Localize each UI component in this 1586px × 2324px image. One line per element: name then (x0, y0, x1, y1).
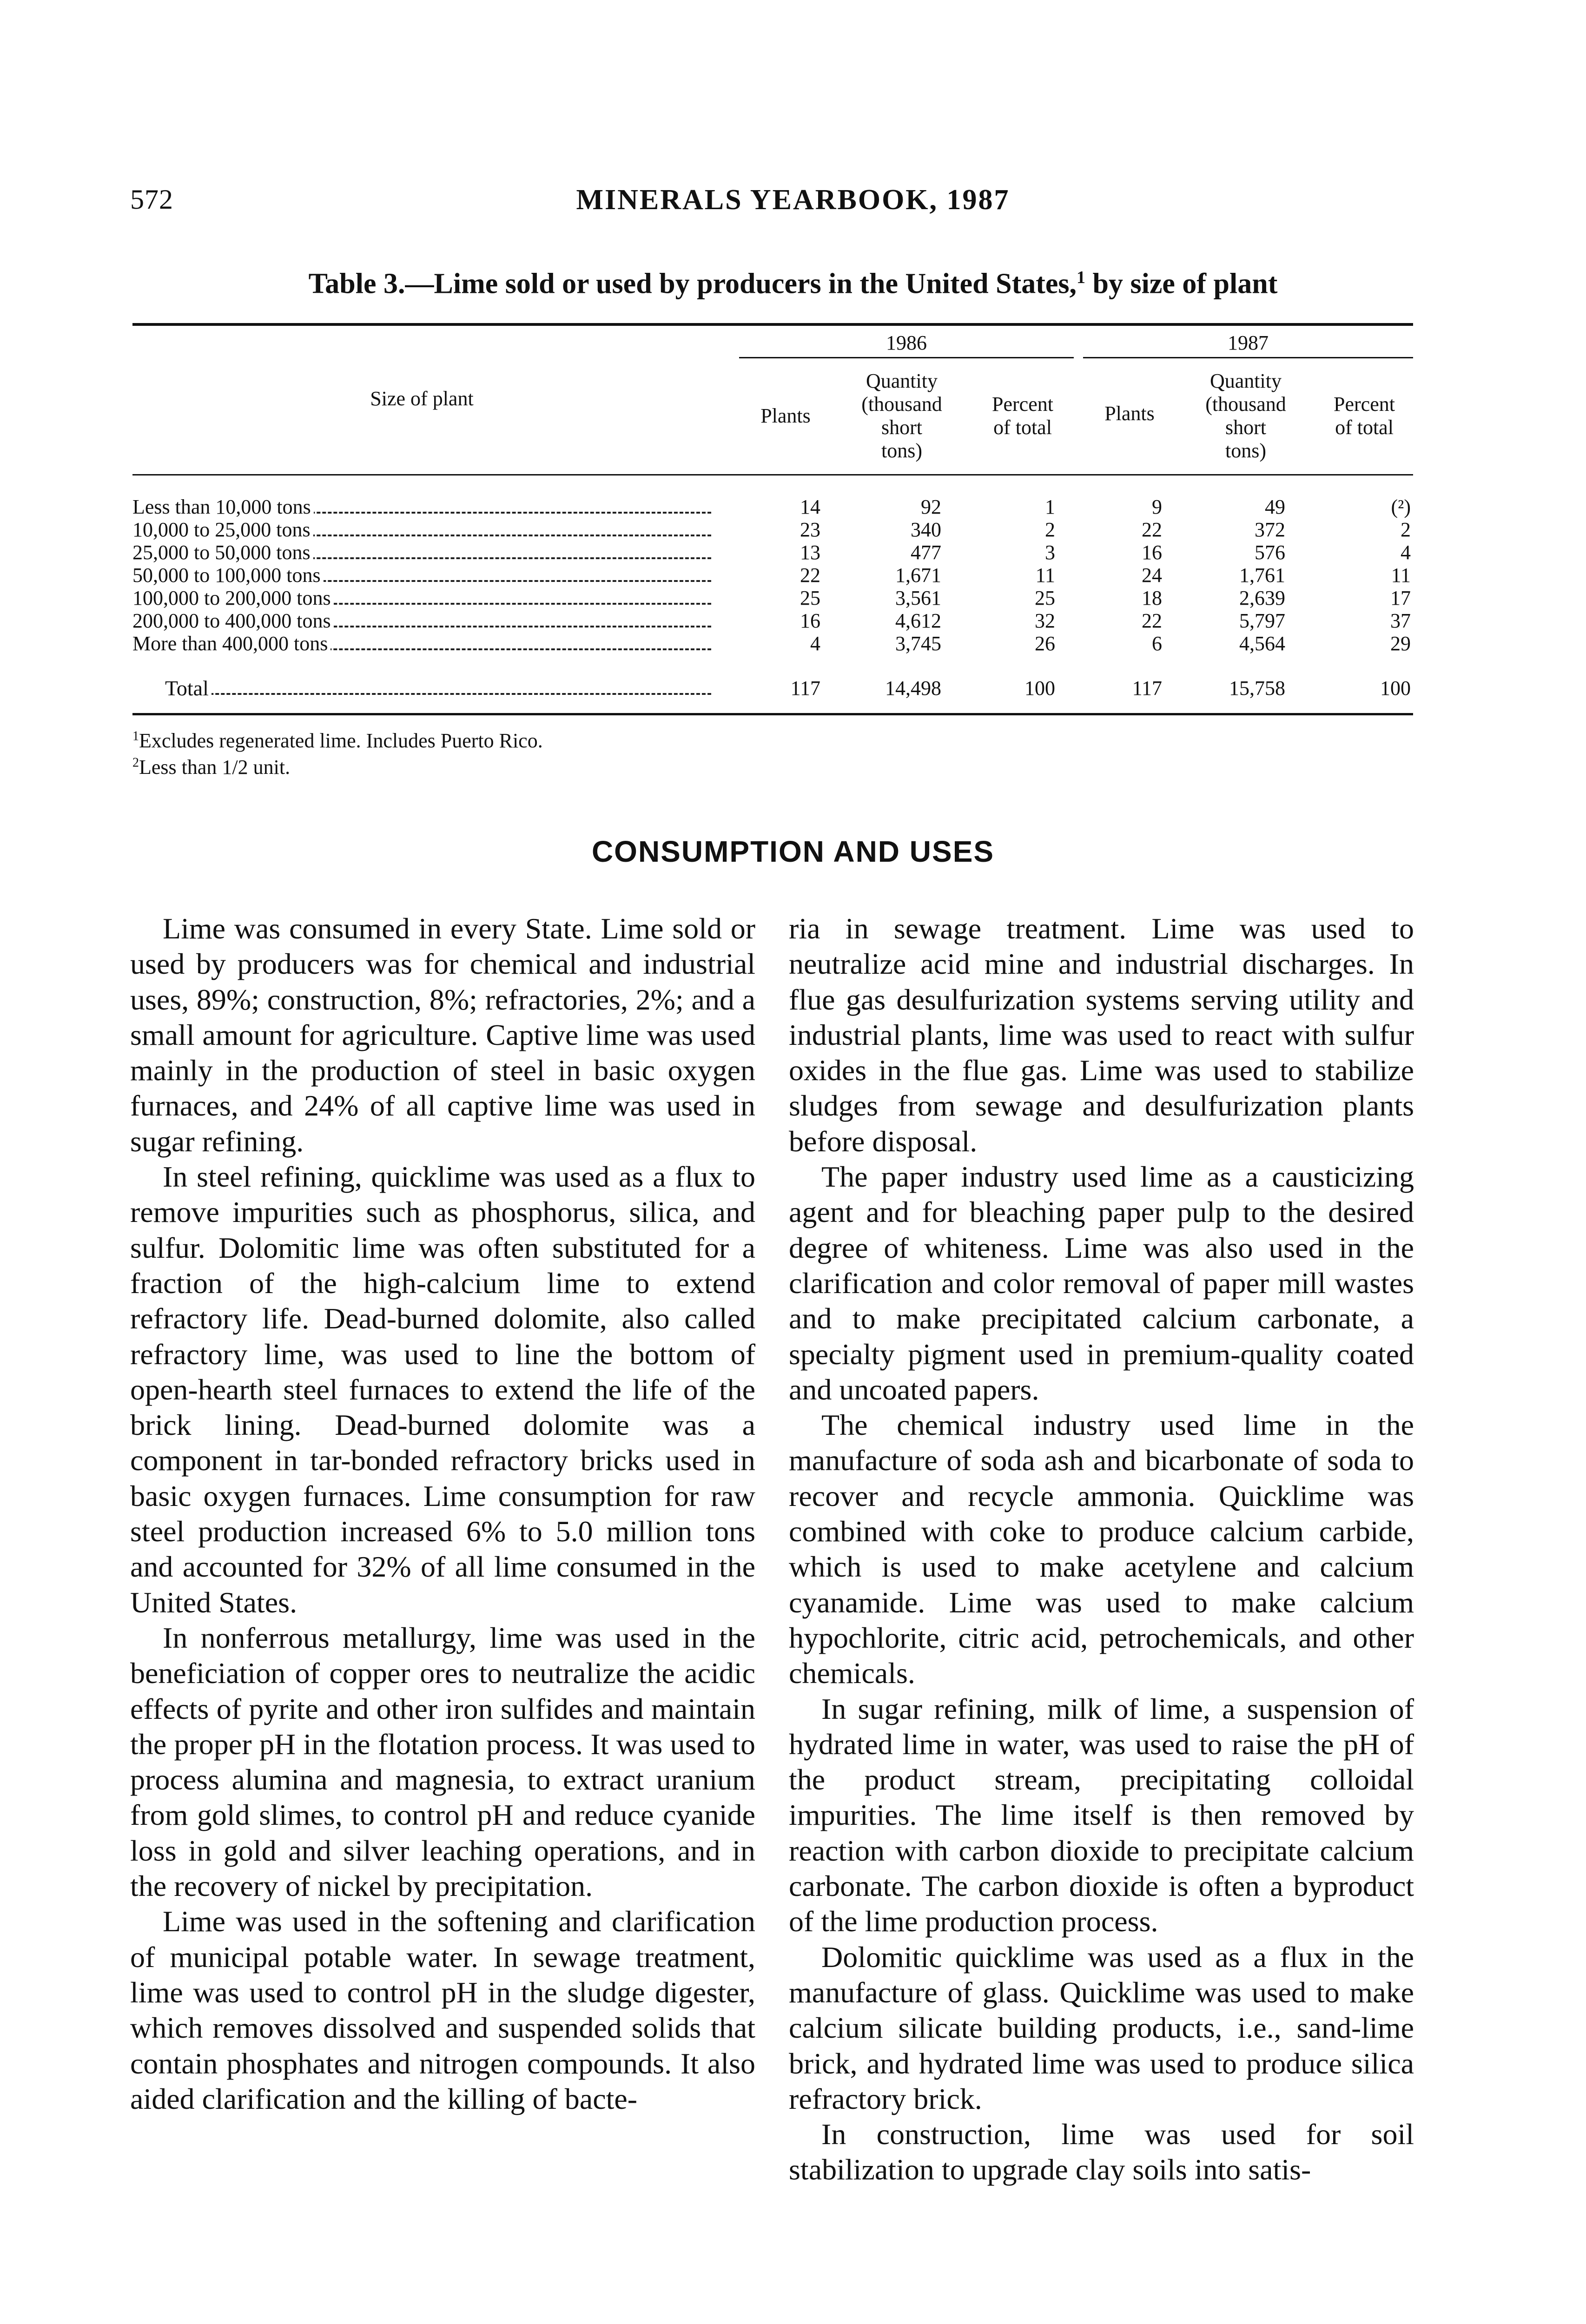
cell-quantity-1986: 3,745 (895, 632, 941, 655)
table-row-label: More than 400,000 tons (132, 632, 711, 656)
section-heading: CONSUMPTION AND USES (591, 835, 995, 868)
table-header-rule (132, 474, 1413, 475)
running-title: MINERALS YEARBOOK, 1987 (576, 184, 1010, 216)
year-1986-rule (739, 357, 1074, 358)
total-percent-1987: 100 (1380, 677, 1411, 700)
table-title-text: Table 3.—Lime sold or used by producers in the United States, (308, 268, 1077, 300)
quantity-header-line: (thousand (861, 393, 942, 416)
paragraph: Lime was consumed in every State. Lime sold or used by producers was for chemical and industrial uses, 89%; construction, 8%; refractories, 2%; and a small amount for agriculture. Captive lime was used mainly in the production of steel in basic oxygen furnaces, and 24% of all captive lime was used in sugar refining. (130, 912, 755, 1158)
plants-1987-header: Plants (1104, 402, 1155, 425)
cell-percent-1987: (²) (1391, 495, 1411, 518)
cell-plants-1986: 22 (800, 564, 820, 587)
year-1986-label: 1986 (886, 331, 927, 354)
quantity-1986-header (837, 370, 967, 462)
cell-plants-1986: 13 (800, 541, 820, 564)
percent-header-line: of total (993, 416, 1052, 439)
cell-plants-1986: 4 (810, 632, 820, 655)
percent-header-line: Percent (1334, 393, 1395, 416)
table-bottom-rule (132, 713, 1413, 715)
cell-plants-1987: 9 (1152, 495, 1162, 518)
cell-quantity-1986: 340 (911, 518, 941, 541)
paragraph: In construction, lime was used for soil stabilization to upgrade clay soils into satis- (789, 2118, 1414, 2186)
cell-percent-1987: 17 (1390, 587, 1411, 609)
table-row-label: Less than 10,000 tons (132, 495, 711, 519)
cell-quantity-1987: 4,564 (1239, 632, 1285, 655)
paragraph: Dolomitic quicklime was used as a flux in the manufacture of glass. Quicklime was used to make calcium silicate building products, i.e., sand-lime brick, and hydrated lime was used to produce silica refractory brick. (789, 1940, 1414, 2115)
cell-percent-1987: 37 (1390, 609, 1411, 632)
table-title (0, 267, 1586, 301)
cell-plants-1986: 14 (800, 495, 820, 518)
cell-plants-1987: 18 (1142, 587, 1162, 609)
cell-quantity-1986: 1,671 (895, 564, 941, 587)
total-percent-1986: 100 (1024, 677, 1055, 700)
cell-quantity-1987: 372 (1255, 518, 1285, 541)
cell-quantity-1987: 5,797 (1239, 609, 1285, 632)
paragraph: Lime was used in the softening and clarification of municipal potable water. In sewage treatment, lime was used to control pH in the sludge digester, which removes dissolved and suspended solids that contain phosphates and nitrogen compounds. It also aided clarification and the killing of bacte- (130, 1905, 755, 2115)
cell-percent-1987: 4 (1401, 541, 1411, 564)
percent-1986-header (971, 393, 1074, 439)
total-quantity-1986: 14,498 (885, 677, 941, 700)
quantity-1987-header (1181, 370, 1311, 462)
cell-plants-1987: 24 (1142, 564, 1162, 587)
cell-percent-1986: 2 (1045, 518, 1055, 541)
quantity-header-line: Quantity (1210, 370, 1282, 392)
paragraph: In nonferrous metallurgy, lime was used in the beneficiation of copper ores to neutralize the acidic effects of pyrite and other iron sulfides and maintain the proper pH in the flotation process. It was used to process alumina and magnesia, to extract uranium from gold slimes, to control pH and reduce cyanide loss in gold and silver leaching operations, and in the recovery of nickel by precipitation. (130, 1621, 755, 1903)
total-quantity-1987: 15,758 (1229, 677, 1285, 700)
quantity-header-line: tons) (1225, 439, 1266, 462)
quantity-header-line: short (1225, 416, 1266, 439)
paragraph: The chemical industry used lime in the manufacture of soda ash and bicarbonate of soda to recover and recycle ammonia. Quicklime was combined with coke to produce calcium carbide, which is used to make acetylene and calcium cyanamide. Lime was used to make calcium hypochlorite, citric acid, petrochemicals, and other chemicals. (789, 1408, 1414, 1690)
cell-quantity-1987: 49 (1265, 495, 1285, 518)
cell-percent-1986: 32 (1035, 609, 1055, 632)
cell-quantity-1987: 576 (1255, 541, 1285, 564)
cell-plants-1986: 25 (800, 587, 820, 609)
footnote-2 (132, 755, 290, 779)
cell-plants-1987: 16 (1142, 541, 1162, 564)
left-text-column (130, 911, 755, 2117)
cell-percent-1986: 11 (1035, 564, 1055, 587)
table-row-label: 25,000 to 50,000 tons (132, 541, 711, 565)
cell-percent-1987: 2 (1401, 518, 1411, 541)
cell-percent-1987: 11 (1391, 564, 1411, 587)
quantity-header-line: short (881, 416, 922, 439)
table-row-label: 10,000 to 25,000 tons (132, 518, 711, 542)
paragraph: In steel refining, quicklime was used as a flux to remove impurities such as phosphorus, silica, and sulfur. Dolomitic lime was often substituted for a fraction of the high-calcium lime to extend refractory life. Dead-burned dolomite, also called refractory lime, was used to line the bottom of open-hearth steel furnaces to extend the life of the brick lining. Dead-burned dolomite was a component in tar-bonded refractory bricks used in basic oxygen furnaces. Lime consumption for raw steel production increased 6% to 5.0 million tons and accounted for 32% of all lime consumed in the United States. (130, 1160, 755, 1619)
percent-header-line: of total (1335, 416, 1394, 439)
total-plants-1987: 117 (1132, 677, 1162, 700)
footnote-1-mark: 1 (132, 729, 139, 744)
table-title-footnote-mark: 1 (1077, 268, 1086, 287)
page-number: 572 (130, 184, 173, 215)
footnote-1 (132, 729, 543, 753)
cell-plants-1987: 22 (1142, 609, 1162, 632)
footnote-2-mark: 2 (132, 755, 139, 770)
plants-1986-header: Plants (760, 404, 811, 427)
paragraph: In sugar refining, milk of lime, a suspension of hydrated lime in water, was used to raise the pH of the product stream, precipitating colloidal impurities. The lime itself is then removed by reaction with carbon dioxide to precipitate calcium carbonate. The carbon dioxide is often a byproduct of the lime production process. (789, 1692, 1414, 1938)
cell-quantity-1986: 4,612 (895, 609, 941, 632)
year-1987-rule (1083, 357, 1413, 358)
paragraph-continued: ria in sewage treatment. Lime was used to neutralize acid mine and industrial discharges. In flue gas desulfurization systems serving utility and industrial plants, lime was used to react with sulfur oxides in the flue gas. Lime was used to stabilize sludges from sewage and desulfurization plants before disposal. (789, 912, 1414, 1158)
table-row-label: 50,000 to 100,000 tons (132, 563, 711, 588)
size-of-plant-header: Size of plant (370, 387, 474, 410)
table-row-label: 200,000 to 400,000 tons (132, 609, 711, 633)
quantity-header-line: Quantity (866, 370, 938, 392)
cell-quantity-1987: 2,639 (1239, 587, 1285, 609)
table-top-rule (132, 323, 1413, 326)
cell-percent-1986: 25 (1035, 587, 1055, 609)
footnote-1-text: Excludes regenerated lime. Includes Puerto Rico. (139, 729, 543, 752)
quantity-header-line: (thousand (1205, 393, 1286, 416)
cell-percent-1986: 1 (1045, 495, 1055, 518)
cell-plants-1987: 22 (1142, 518, 1162, 541)
percent-1987-header (1315, 393, 1413, 439)
cell-plants-1987: 6 (1152, 632, 1162, 655)
cell-percent-1986: 26 (1035, 632, 1055, 655)
paragraph: The paper industry used lime as a causticizing agent and for bleaching paper pulp to the desired degree of whiteness. Lime was also used in the clarification and color removal of paper mill wastes and to make precipitated calcium carbonate, a specialty pigment used in premium-quality coated and uncoated papers. (789, 1160, 1414, 1406)
table-title-suffix: by size of plant (1085, 268, 1278, 300)
cell-percent-1986: 3 (1045, 541, 1055, 564)
cell-plants-1986: 16 (800, 609, 820, 632)
percent-header-line: Percent (992, 393, 1053, 416)
footnote-2-text: Less than 1/2 unit. (139, 756, 291, 779)
cell-plants-1986: 23 (800, 518, 820, 541)
total-plants-1986: 117 (790, 677, 820, 700)
cell-quantity-1986: 92 (921, 495, 941, 518)
cell-quantity-1987: 1,761 (1239, 564, 1285, 587)
table-total-label: Total (165, 676, 711, 700)
year-1987-label: 1987 (1228, 331, 1269, 354)
quantity-header-line: tons) (881, 439, 922, 462)
right-text-column (789, 911, 1414, 2188)
cell-quantity-1986: 477 (911, 541, 941, 564)
cell-quantity-1986: 3,561 (895, 587, 941, 609)
cell-percent-1987: 29 (1390, 632, 1411, 655)
table-row-label: 100,000 to 200,000 tons (132, 586, 711, 610)
